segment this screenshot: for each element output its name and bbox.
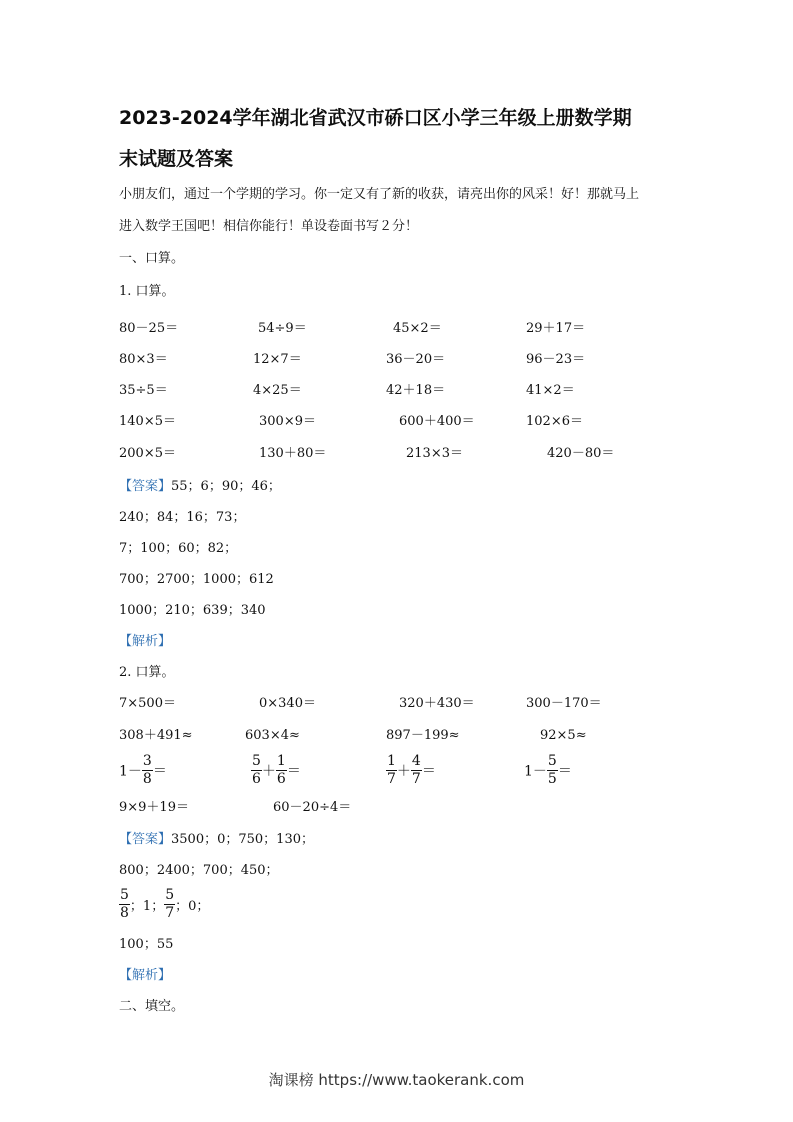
numerator: 5 — [547, 753, 557, 769]
q1-expr: 200×5＝ — [119, 446, 176, 461]
q2-fraction-expr — [524, 753, 572, 788]
question-1-label: 1. 口算。 — [119, 284, 175, 299]
q1-row — [0, 446, 793, 464]
q1-answer-line: 700；2700；1000；612 — [119, 572, 274, 587]
denominator: 7 — [411, 771, 421, 787]
fraction — [386, 753, 397, 788]
q2-row — [0, 728, 793, 746]
q1-expr: 102×6＝ — [526, 414, 583, 429]
denominator: 7 — [165, 905, 175, 921]
footer-watermark: 淘课榜 https://www.taokerank.com — [268, 1071, 525, 1089]
q2-row — [0, 800, 793, 818]
q1-expr: 213×3＝ — [406, 446, 463, 461]
intro-line-2: 进入数学王国吧！相信你能行！单设卷面书写２分！ — [119, 219, 419, 234]
q2-row — [0, 696, 793, 714]
q1-expr: 35÷5＝ — [119, 383, 168, 398]
q1-expr: 80－25＝ — [119, 321, 179, 336]
fraction — [547, 753, 558, 788]
q1-row — [0, 352, 793, 370]
q2-expr: 320＋430＝ — [399, 696, 475, 711]
numerator: 5 — [252, 753, 261, 769]
q1-answer-line: 1000；210；639；340 — [119, 603, 266, 618]
q2-answer-fraction-line — [119, 887, 209, 922]
q1-expr: 12×7＝ — [253, 352, 302, 367]
denominator: 8 — [120, 905, 129, 921]
q1-row — [0, 414, 793, 432]
q2-answer-line: 100；55 — [119, 937, 174, 952]
denominator: 6 — [276, 771, 286, 787]
intro-line-1: 小朋友们，通过一个学期的学习。你一定又有了新的收获，请亮出你的风采！好！那就马上 — [119, 187, 640, 202]
denominator: 5 — [547, 771, 557, 787]
fraction-operator: ＋ — [396, 763, 411, 780]
numerator: 1 — [387, 753, 396, 769]
q2-fraction-expr — [119, 753, 167, 788]
q2-fraction-expr — [251, 753, 301, 788]
analysis-tag: 【解析】 — [119, 968, 172, 983]
q1-expr: 140×5＝ — [119, 414, 176, 429]
section-2-heading: 二、填空。 — [119, 999, 185, 1014]
page-title-line-2: 末试题及答案 — [119, 148, 234, 170]
fraction — [251, 753, 262, 788]
q2-expr: 60－20÷4＝ — [273, 800, 352, 815]
section-1-heading: 一、口算。 — [119, 251, 185, 266]
q1-expr: 300×9＝ — [259, 414, 316, 429]
answer-tag: 【答案】 — [119, 479, 172, 494]
answer-text: 3500；0；750；130； — [171, 832, 314, 847]
fraction-prefix: 1－ — [119, 763, 142, 780]
q1-row — [0, 383, 793, 401]
q1-expr: 29＋17＝ — [526, 321, 586, 336]
q1-expr: 80×3＝ — [119, 352, 168, 367]
fraction-prefix: 1－ — [524, 763, 547, 780]
q2-expr: 300－170＝ — [526, 696, 602, 711]
fraction-suffix: ＝ — [286, 763, 301, 780]
q1-row — [0, 321, 793, 339]
fraction — [142, 753, 153, 788]
numerator: 5 — [120, 887, 129, 903]
denominator: 7 — [387, 771, 396, 787]
q1-answer-line: 7；100；60；82； — [119, 541, 238, 556]
q1-expr: 4×25＝ — [253, 383, 302, 398]
numerator: 1 — [276, 753, 286, 769]
numerator: 4 — [411, 753, 421, 769]
answer-tag: 【答案】 — [119, 832, 172, 847]
question-2-label: 2. 口算。 — [119, 665, 175, 680]
fraction — [411, 753, 422, 788]
analysis-tag: 【解析】 — [119, 634, 172, 649]
denominator: 6 — [252, 771, 261, 787]
q1-expr: 36－20＝ — [386, 352, 446, 367]
q2-expr: 92×5≈ — [540, 728, 587, 743]
answer-separator: ；1； — [129, 899, 165, 914]
fraction-suffix: ＝ — [152, 763, 167, 780]
q1-expr: 54÷9＝ — [258, 321, 307, 336]
q1-expr: 41×2＝ — [526, 383, 575, 398]
fraction-suffix: ＝ — [557, 763, 572, 780]
numerator: 5 — [165, 887, 175, 903]
q2-fraction-expr — [386, 753, 436, 788]
fraction-operator: ＋ — [261, 763, 276, 780]
q1-expr: 420－80＝ — [547, 446, 615, 461]
answer-separator: ；0； — [175, 899, 210, 914]
q2-expr: 9×9＋19＝ — [119, 800, 189, 815]
numerator: 3 — [142, 753, 152, 769]
q2-expr: 7×500＝ — [119, 696, 176, 711]
q2-expr: 897－199≈ — [386, 728, 460, 743]
q2-expr: 603×4≈ — [245, 728, 300, 743]
q2-expr: 308＋491≈ — [119, 728, 193, 743]
q1-expr: 96－23＝ — [526, 352, 586, 367]
q2-expr: 0×340＝ — [259, 696, 316, 711]
fraction-suffix: ＝ — [421, 763, 436, 780]
q1-expr: 130＋80＝ — [259, 446, 327, 461]
q1-expr: 45×2＝ — [393, 321, 442, 336]
denominator: 8 — [142, 771, 152, 787]
q1-answer-line — [119, 479, 281, 495]
q2-answer-line: 800；2400；700；450； — [119, 863, 279, 878]
q2-answer-line — [119, 832, 314, 848]
page-title-line-1: 2023-2024学年湖北省武汉市硚口区小学三年级上册数学期 — [119, 107, 632, 129]
fraction — [119, 887, 130, 922]
answer-text: 55；6；90；46； — [171, 479, 281, 494]
q1-answer-line: 240；84；16；73； — [119, 510, 246, 525]
fraction — [276, 753, 287, 788]
fraction — [164, 887, 175, 922]
q1-expr: 42＋18＝ — [386, 383, 446, 398]
q1-expr: 600＋400＝ — [399, 414, 475, 429]
